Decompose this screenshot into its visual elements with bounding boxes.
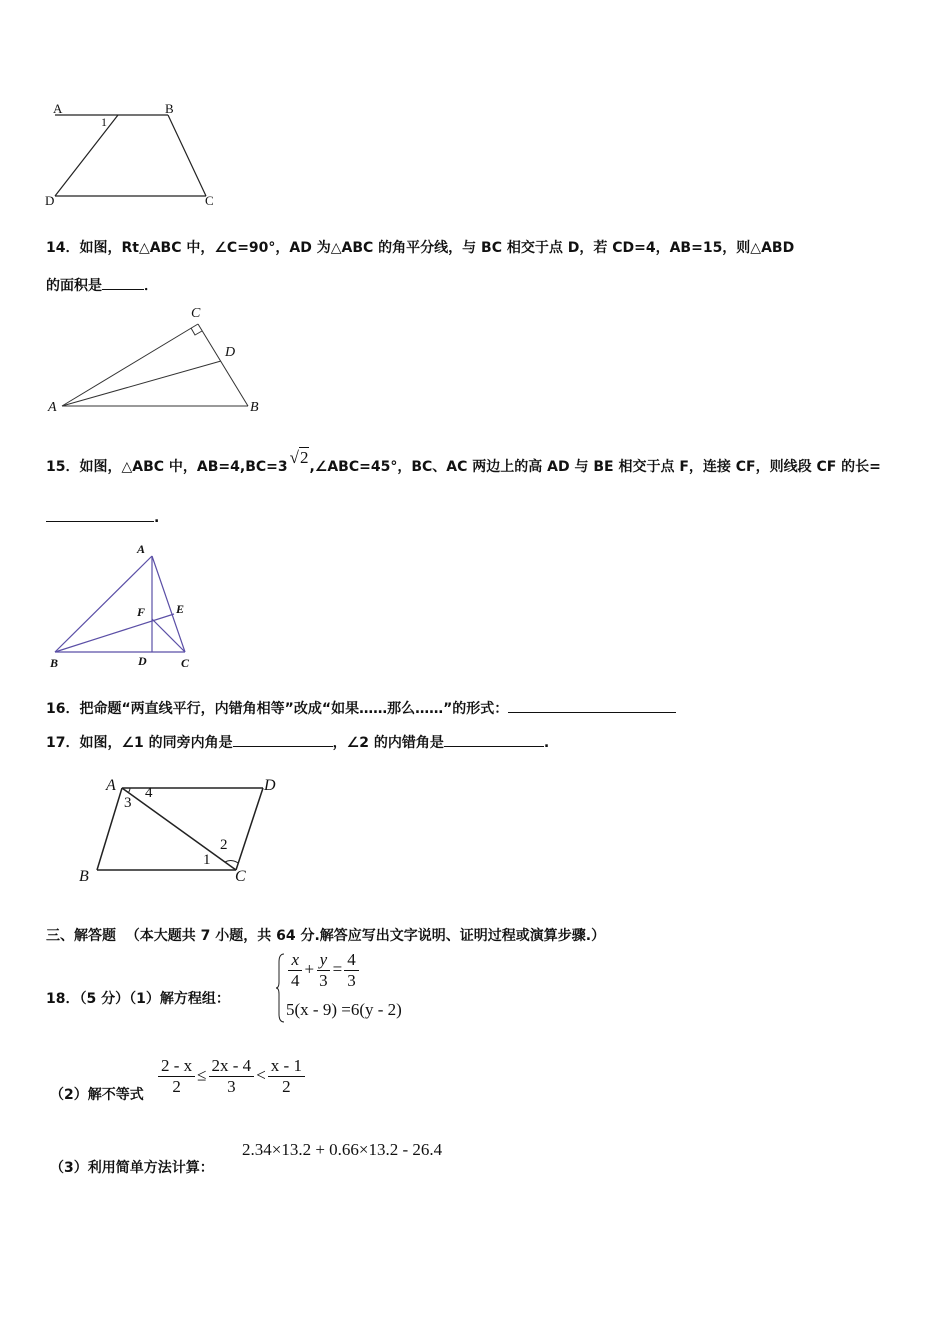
ineq-fraction-2 (209, 1056, 255, 1097)
ineq-fraction-3 (268, 1056, 305, 1097)
q15-label-d: D (138, 654, 147, 668)
q18-part2-label: （2）解不等式 (50, 1087, 144, 1103)
ineq-numerator-2: 2x - 4 (209, 1056, 255, 1077)
q17-label-angle-4: 4 (145, 785, 153, 801)
q17-label-angle-1: 1 (203, 852, 211, 868)
label-angle-1: 1 (101, 115, 107, 129)
system-brace (276, 952, 286, 1024)
q15-label-e: E (176, 602, 185, 616)
calculation-expression: 2.34×13.2 + 0.66×13.2 - 26.4 (242, 1140, 443, 1159)
q15-label-c: C (181, 656, 190, 670)
ineq-leq: ≤ (197, 1065, 207, 1085)
label-b: B (165, 101, 174, 116)
q16-text: 16．把命题“两直线平行，内错角相等”改成“如果……那么……”的形式： (46, 701, 509, 717)
eq1-plus: + (304, 959, 315, 979)
q15-label-f: F (137, 605, 146, 619)
q17-label-c: C (235, 868, 246, 885)
q14-label-c: C (191, 306, 201, 321)
ineq-fraction-1 (158, 1056, 195, 1097)
eq1-rhs-denominator: 3 (347, 971, 356, 990)
q14-line2-text: 的面积是 (46, 278, 102, 294)
q18-part3-label: （3）利用简单方法计算： (50, 1160, 214, 1176)
fraction-x-over-4 (288, 950, 303, 991)
q14-line2-end: ． (144, 278, 158, 294)
equation-2: 5(x - 9) =6(y - 2) (286, 1000, 402, 1019)
inequality (156, 1056, 307, 1097)
label-a: A (53, 101, 63, 116)
q15-text-part2: ,∠ABC=45°，BC、AC 两边上的高 AD 与 BE 相交于点 F，连接 CF，则线段 CF 的长= (309, 459, 881, 475)
ineq-denominator-1: 2 (172, 1077, 181, 1096)
ineq-lt: < (256, 1065, 266, 1085)
label-d: D (45, 193, 55, 208)
q14-label-b: B (250, 400, 259, 415)
q15-text-part1: 15．如图，△ABC 中，AB=4,BC=3 (46, 459, 288, 475)
q17-text-part1: 17．如图，∠1 的同旁内角是 (46, 735, 233, 751)
q17-label-angle-2: 2 (220, 837, 228, 853)
label-c: C (205, 193, 214, 208)
q14-label-a: A (48, 400, 57, 415)
ineq-denominator-2: 3 (227, 1077, 236, 1096)
q17-text-end: . (543, 735, 550, 751)
ineq-numerator-3: x - 1 (268, 1056, 305, 1077)
q15-label-b: B (50, 656, 59, 670)
q17-text-part2: ，∠2 的内错角是 (332, 735, 444, 751)
q14-label-d: D (225, 345, 236, 360)
section3-heading (46, 925, 605, 945)
eq1-denominator-3: 3 (319, 971, 328, 990)
q15-line2-end: . (154, 510, 160, 526)
q15-label-a: A (137, 542, 146, 556)
section3-title: 三、解答题 (46, 928, 116, 944)
eq1-equals: = (332, 959, 343, 979)
q17-label-a: A (106, 777, 116, 794)
diagonal-ac (122, 788, 236, 870)
fraction-4-over-3 (344, 950, 359, 991)
q17-label-b: B (79, 868, 89, 885)
eq1-denominator-4: 4 (291, 971, 300, 990)
eq1-numerator-y: y (317, 950, 331, 971)
eq1-numerator-x: x (288, 950, 302, 971)
segment-dc (236, 788, 263, 870)
q17-label-angle-3: 3 (124, 795, 132, 811)
equation-1 (286, 950, 361, 991)
q18-label: 18．（5 分）（1）解方程组： (46, 991, 230, 1007)
section3-desc: （本大题共 7 小题，共 64 分.解答应写出文字说明、证明过程或演算步骤.） (125, 928, 606, 944)
ineq-denominator-3: 2 (282, 1077, 291, 1096)
ineq-numerator-1: 2 - x (158, 1056, 195, 1077)
sqrt-symbol: √2 (289, 448, 309, 467)
fraction-y-over-3 (316, 950, 331, 991)
q14-line1: 14．如图，Rt△ABC 中，∠C=90°，AD 为△ABC 的角平分线，与 BC 相交于点 D，若 CD=4，AB=15，则△ABD (46, 240, 795, 256)
q17-label-d: D (264, 777, 276, 794)
sqrt-radicand: 2 (299, 448, 309, 467)
segment-ab (97, 788, 122, 870)
eq1-rhs-numerator: 4 (344, 950, 359, 971)
